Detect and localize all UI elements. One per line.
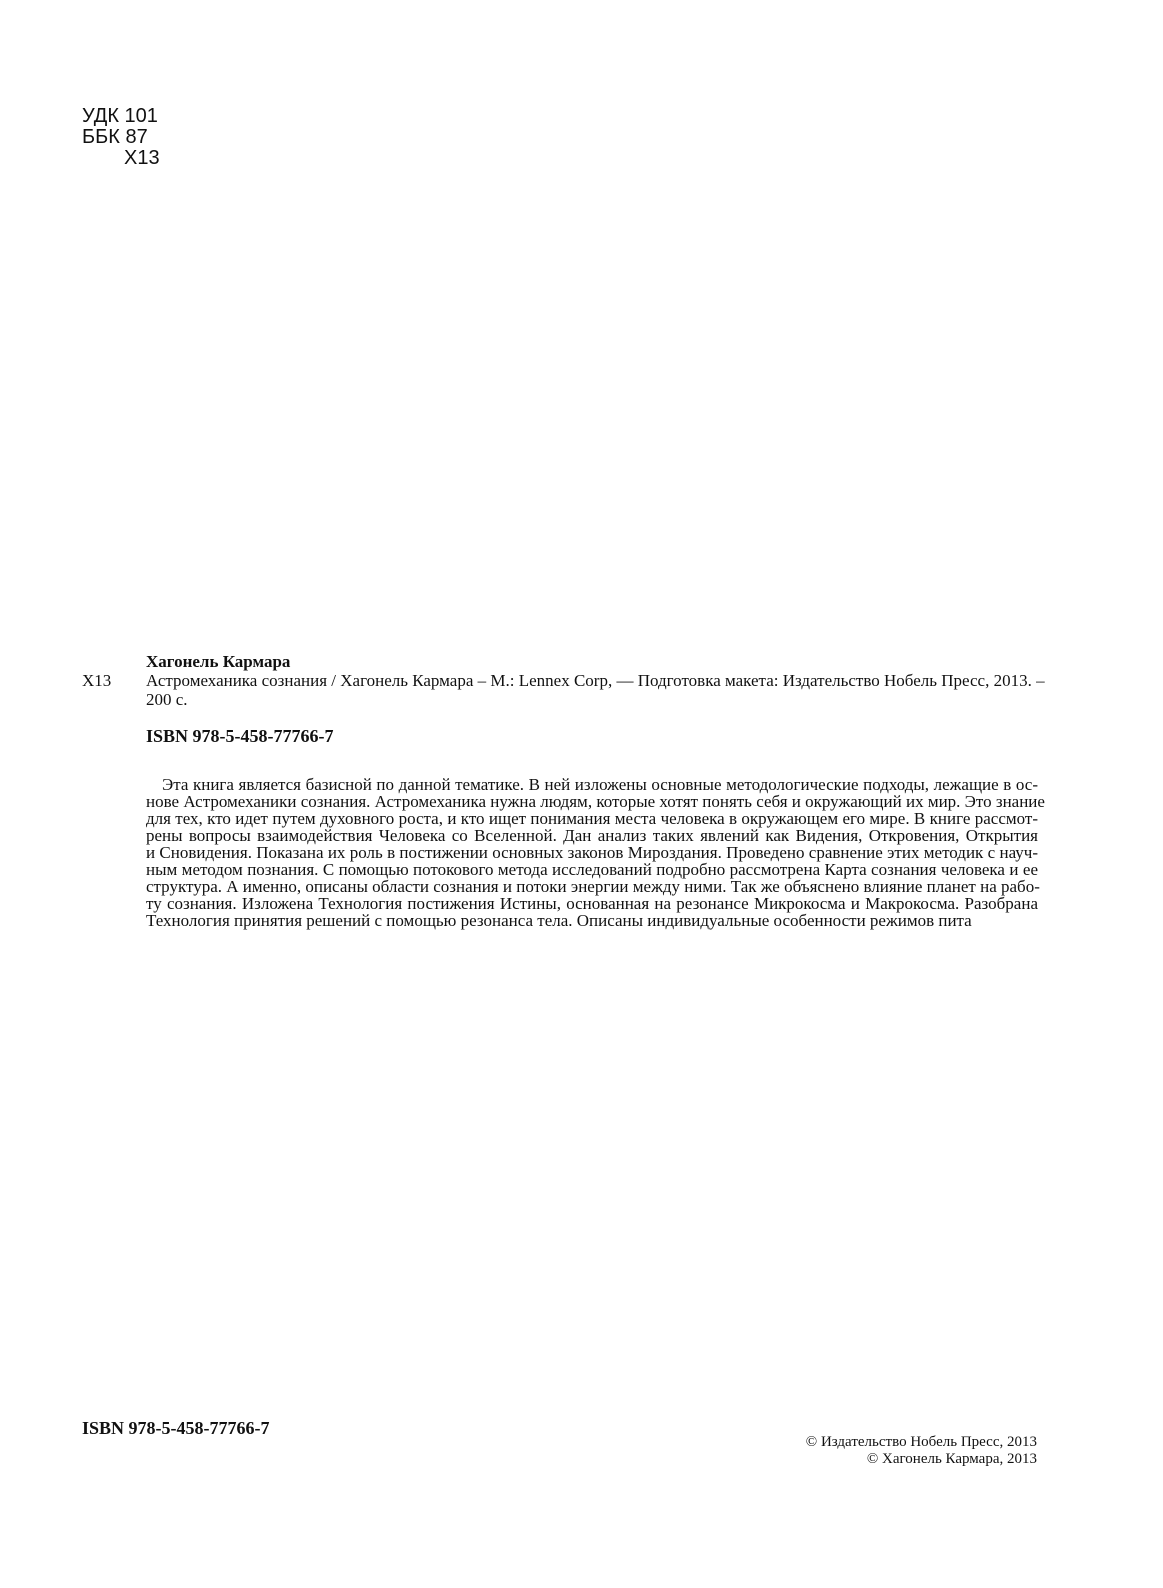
copyright-publisher: © Издательство Нобель Пресс, 2013 bbox=[805, 1434, 1037, 1450]
abstract-line: структура. А именно, описаны области сознания и потоки энергии между ними. Так же объяснено влияние планет на рабо- bbox=[146, 877, 1040, 896]
abstract-line: нове Астромеханики сознания. Астромеханика нужна людям, которые хотят понять себя и окружающий их мир. Это знание bbox=[146, 792, 1045, 811]
bibliographic-entry bbox=[82, 671, 1045, 709]
copyright-author: © Хагонель Кармара, 2013 bbox=[866, 1451, 1037, 1467]
abstract-line: Технология принятия решений с помощью резонанса тела. Описаны индивидуальные особенности режимов пита bbox=[146, 911, 972, 930]
abstract-paragraph bbox=[146, 775, 1045, 930]
description-line: Астромеханика сознания / Хагонель Кармара – М.: Lennex Corp, — Подготовка макета: Издательство Нобель Пресс, 2013. – bbox=[146, 671, 1045, 690]
bibliographic-record bbox=[82, 652, 1045, 746]
isbn-footer: ISBN 978-5-458-77766-7 bbox=[82, 1418, 270, 1438]
abstract-line: Эта книга является базисной по данной тематике. В ней изложены основные методологические подходы, лежащие в ос- bbox=[162, 775, 1038, 794]
abstract-line: для тех, кто идет путем духовного роста, и кто ищет понимания места человека в окружающем его мире. В книге рассмот- bbox=[146, 809, 1038, 828]
udk-code: УДК 101 bbox=[82, 105, 158, 127]
abstract-line: рены вопросы взаимодействия Человека со Вселенной. Дан анализ таких явлений как Видения, Откровения, Открытия bbox=[146, 826, 1038, 845]
entry-code: Х13 bbox=[82, 671, 112, 690]
description-line: 200 с. bbox=[146, 690, 188, 709]
isbn-main: ISBN 978-5-458-77766-7 bbox=[146, 726, 334, 746]
copyright-block bbox=[806, 1434, 1037, 1468]
abstract-line: ным методом познания. С помощью потокового метода исследований подробно рассмотрена Карта сознания человека и ее bbox=[146, 860, 1038, 879]
author-mark: Х13 bbox=[124, 147, 160, 169]
classification-block bbox=[82, 106, 160, 169]
abstract-line: ту сознания. Изложена Технология постижения Истины, основанная на резонансе Микрокосма и Макрокосма. Разобрана bbox=[146, 894, 1038, 913]
abstract-line: и Сновидения. Показана их роль в постижении основных законов Мироздания. Проведено сравнение этих методик с науч- bbox=[146, 843, 1038, 862]
bbk-code: ББК 87 bbox=[82, 126, 148, 148]
author-heading: Хагонель Кармара bbox=[146, 652, 291, 671]
entry-description bbox=[146, 671, 1045, 709]
